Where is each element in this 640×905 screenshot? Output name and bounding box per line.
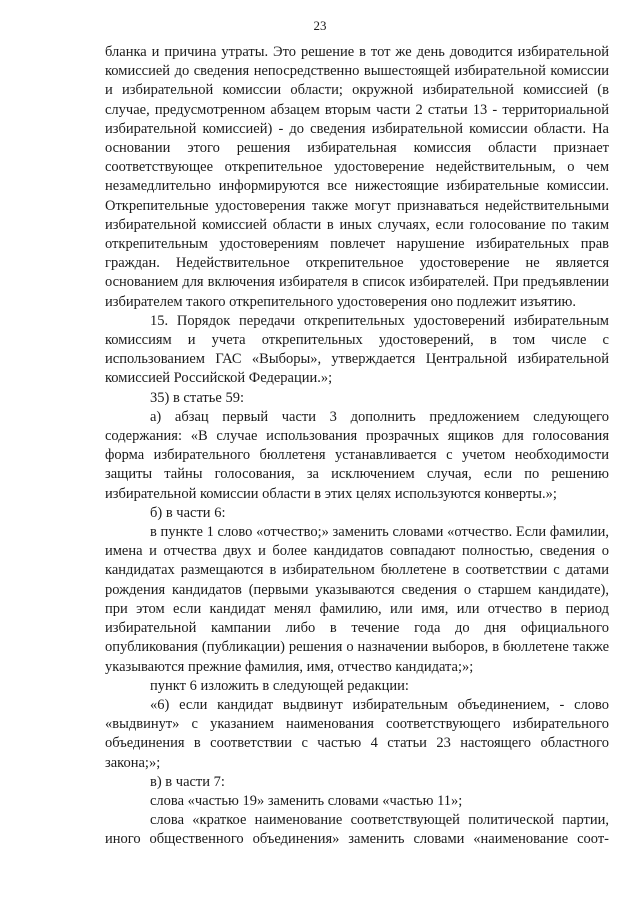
paragraph: в пункте 1 слово «отчество;» заменить словами «отчество. Если фамилии, имена и отчества двух и более кандидатов совпадают полностью, сведения о кандидатах размещаются в избирательном бюллетене в соответствии с датами рождения кандидатов (первыми указываются сведения о старшем кандидате), при этом если кандидат менял фамилию, или имя, или отчество в период избирательной кампании либо в течение года до дня официального опубликования (публикации) решения о назначении выборов, в бюллетене также указываются прежние фамилия, имя, отчество кандидата;»; bbox=[105, 524, 609, 675]
paragraph: слова «частью 19» заменить словами «частью 11»; bbox=[150, 792, 463, 809]
paragraph: 15. Порядок передачи открепительных удостоверений избирательным комиссиям и учета открепительных удостоверений, в том числе с использованием ГАС «Выборы», утверждается Центральной избирательной комиссией Российской Федерации.»; bbox=[105, 312, 609, 387]
paragraph: в) в части 7: bbox=[150, 773, 225, 790]
paragraph: пункт 6 изложить в следующей редакции: bbox=[150, 677, 409, 694]
paragraph: слова «краткое наименование соответствующей политической партии, иного общественного объединения» заменить словами «наименование соот- bbox=[105, 812, 609, 848]
paragraph: 35) в статье 59: bbox=[150, 389, 244, 406]
document-body bbox=[105, 43, 609, 850]
paragraph: бланка и причина утраты. Это решение в тот же день доводится избирательной комиссией до сведения непосредственно вышестоящей избирательной комиссии и избирательной комиссии области; окружной избирательной комиссией (в случае, предусмотренном абзацем вторым части 2 статьи 13 - территориальной избирательной комиссией) - до сведения избирательной комиссии области. На основании этого решения избирательная комиссия области признает соответствующее открепительное удостоверение недействительным, о чем незамедлительно информируются все нижестоящие избирательные комиссии. Открепительные удостоверения также могут признаваться недействительными избирательной комиссией области в иных случаях, если голосование по таким открепительным удостоверениям повлечет нарушение избирательных прав граждан. Недействительное открепительное удостоверение не является основанием для включения избирателя в список избирателей. При предъявлении избирателем такого открепительного удостоверения оно подлежит изъятию. bbox=[105, 44, 609, 310]
paragraph: б) в части 6: bbox=[150, 504, 226, 521]
paragraph: а) абзац первый части 3 дополнить предложением следующего содержания: «В случае использования прозрачных ящиков для голосования форма избирательного бюллетеня устанавливается с учетом необходимости защиты тайны голосования, за исключением случая, если по решению избирательной комиссии области в этих целях используются конверты.»; bbox=[105, 408, 609, 502]
paragraph: «6) если кандидат выдвинут избирательным объединением, - слово «выдвинут» с указанием наименования соответствующего избирательного объединения в соответствии с частью 4 статьи 23 настоящего областного закона;»; bbox=[105, 696, 609, 771]
page-number: 23 bbox=[313, 18, 327, 33]
